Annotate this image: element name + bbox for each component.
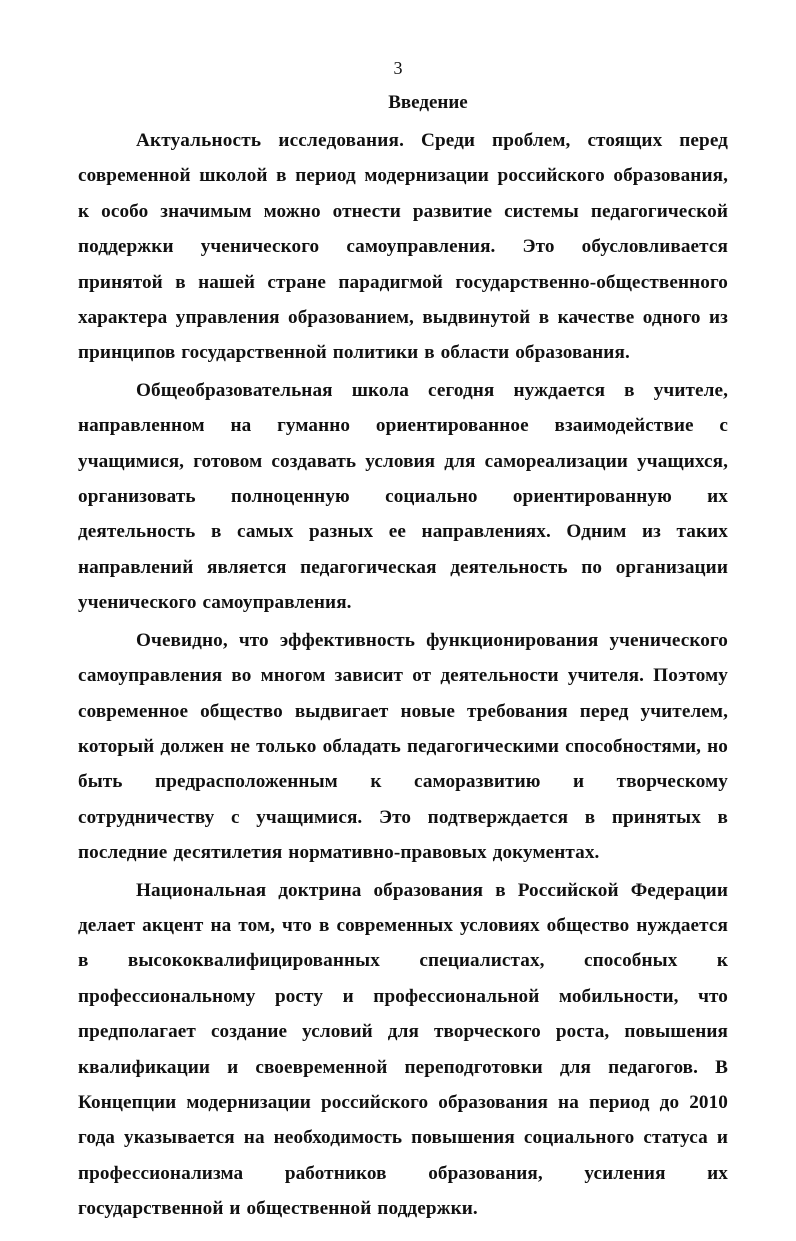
lead-phrase: Актуальность исследования — [136, 130, 400, 151]
paragraph-4: Национальная доктрина образования в Российской Федерации делает акцент на том, что в современных условиях общество нуждается в высококвалифицированных специалистах, способных к профессиональному росту и профессиональной мобильности, что предполагает создание условий для творческого роста, повышения квалификации и своевременной переподготовки для педагогов. В Концепции модернизации российского образования на период до 2010 года указывается на необходимость повышения социального статуса и профессионализма работников образования, усиления их государственной и общественной поддержки. — [78, 879, 728, 1220]
paragraph-1 — [78, 123, 728, 371]
section-heading: Введение — [388, 92, 468, 113]
paragraph-3: Очевидно, что эффективность функционирования ученического самоуправления во многом зависит от деятельности учителя. Поэтому современное общество выдвигает новые требования перед учителем, который должен не только обладать педагогическими способностями, но быть предрасположенным к саморазвитию и творческому сотрудничеству с учащимися. Это подтверждается в принятых в последние десятилетия нормативно-правовых документах. — [78, 629, 728, 864]
body-text — [78, 123, 728, 1229]
paragraph-2: Общеобразовательная школа сегодня нуждается в учителе, направленном на гуманно ориентированное взаимодействие с учащимися, готовом создавать условия для самореализации учащихся, организовать полноценную социально ориентированную их деятельность в самых разных ее направлениях. Одним из таких направлений является педагогическая деятельность по организации ученического самоуправления. — [78, 379, 728, 614]
page-number: 3 — [393, 58, 403, 78]
paragraph-1-text: . Среди проблем, стоящих перед современной школой в период модернизации российского образования, к особо значимым можно отнести развитие системы педагогической поддержки ученического самоуправления. Это обусловливается принятой в нашей стране парадигмой государственно-общественного характера управления образованием, выдвинутой в качестве одного из принципов государственной политики в области образования. — [78, 130, 728, 364]
